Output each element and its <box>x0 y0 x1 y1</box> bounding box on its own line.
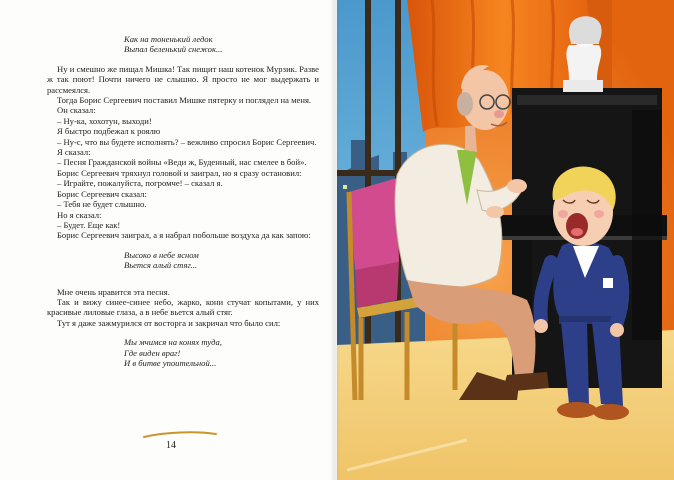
paragraph: Ну и смешно же пищал Мишка! Так пищит наш котенок Мурзик. Разве ж так поют! Почти ничего не слышно. Я просто не мог выдержать и рассмеялся. <box>47 63 319 95</box>
paragraph: Но я сказал: <box>57 209 102 220</box>
verse-line: Как на тоненький ледок <box>124 34 213 44</box>
ochre-flourish-icon <box>140 428 220 440</box>
paragraph: Мне очень нравится эта песня. <box>57 286 170 297</box>
verse-line: И в битве упоительной... <box>124 357 217 368</box>
page-text <box>47 34 319 368</box>
paragraph: Тут я даже зажмурился от восторга и закричал что было сил: <box>57 317 281 328</box>
paragraph: – Тебя не будет слышно. <box>57 199 147 210</box>
prose-section-a <box>47 64 319 241</box>
paragraph: – Ну-ка, хохотун, выходи! <box>57 115 152 126</box>
verse-bottom <box>124 337 319 368</box>
paragraph: – Ну-с, что вы будете исполнять? – вежливо спросил Борис Сергеевич. <box>57 136 317 147</box>
verse-line: Выпал беленький снежок... <box>124 44 223 55</box>
verse-top <box>124 34 319 55</box>
paragraph: – Песня Гражданской войны «Веди ж, Буденный, нас смелее в бой». <box>57 157 307 168</box>
right-page <box>337 0 674 480</box>
illustration-music-lesson <box>337 0 674 480</box>
paragraph: Борис Сергеевич тряхнул головой и заиграл, но я сразу остановил: <box>57 167 302 178</box>
paragraph: Он сказал: <box>57 105 96 116</box>
verse-line: Мы мчимся на конях туда, <box>124 337 222 348</box>
paragraph: Борис Сергеевич заиграл, а я набрал побольше воздуха да как запою: <box>57 230 311 241</box>
page-footer <box>140 428 220 458</box>
paragraph: Борис Сергеевич сказал: <box>57 188 147 199</box>
paragraph: Я сказал: <box>57 147 91 158</box>
verse-line: Вьется алый стяг... <box>124 260 198 271</box>
verse-line: Высоко в небе ясном <box>124 249 199 260</box>
verse-middle <box>124 250 319 271</box>
page-number: 14 <box>166 440 176 451</box>
paragraph: Так и вижу синее-синее небо, жарко, кони стучат копытами, у них красивые лиловые глаза, а в небе вьется алый стяг. <box>47 296 319 318</box>
page-gutter <box>330 0 340 480</box>
paragraph: – Будет. Еще как! <box>57 219 121 230</box>
prose-section-b <box>47 287 319 329</box>
paragraph: – Играйте, пожалуйста, погромче! – сказал я. <box>57 178 223 189</box>
verse-line: Где виден враг! <box>124 347 181 358</box>
paragraph: Тогда Борис Сергеевич поставил Мишке пятерку и поглядел на меня. <box>57 95 312 106</box>
paragraph: Я быстро подбежал к роялю <box>57 126 161 137</box>
